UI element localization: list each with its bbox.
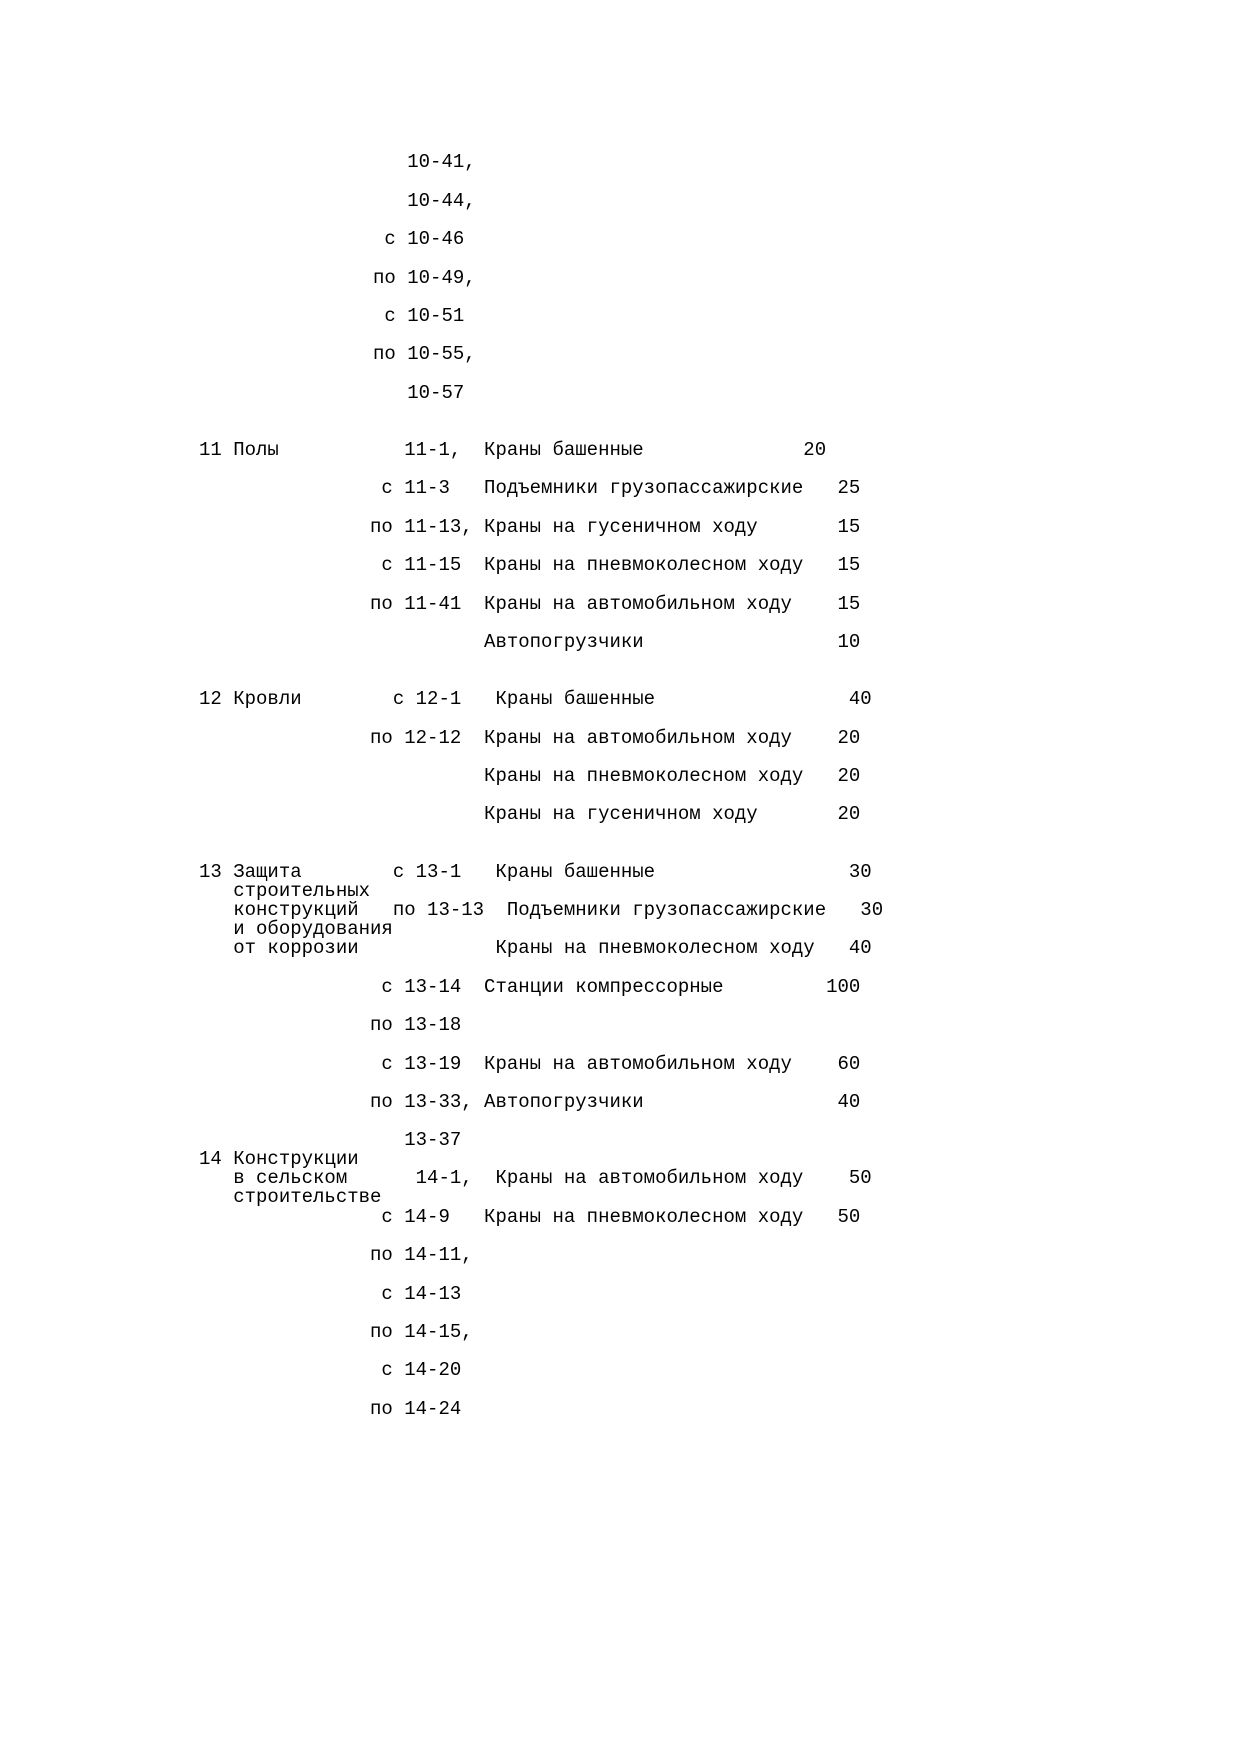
text-line: 14 Конструкции	[199, 1148, 359, 1170]
text-line: с 11-15 Краны на пневмоколесном ходу 15	[199, 554, 861, 576]
text-line: с 14-20	[199, 1359, 462, 1381]
text-line: с 13-14 Станции компрессорные 100	[199, 976, 861, 998]
text-line: 10-57	[202, 382, 465, 404]
text-line: строительных	[199, 880, 371, 902]
text-line: Краны на пневмоколесном ходу 20	[199, 765, 861, 787]
text-line: с 10-51	[202, 305, 465, 327]
text-line: с 13-19 Краны на автомобильном ходу 60	[199, 1053, 861, 1075]
text-line: по 14-11,	[199, 1244, 473, 1266]
text-line: по 10-49,	[202, 267, 476, 289]
text-line: с 11-3 Подъемники грузопассажирские 25	[199, 477, 861, 499]
text-line: 13-37	[199, 1129, 462, 1151]
text-line: по 14-24	[199, 1398, 462, 1420]
text-line: Краны на гусеничном ходу 20	[199, 803, 861, 825]
text-line: по 12-12 Краны на автомобильном ходу 20	[199, 727, 861, 749]
text-line: по 10-55,	[202, 343, 476, 365]
text-line: строительстве	[199, 1186, 382, 1208]
text-line: 11 Полы 11-1, Краны башенные 20	[199, 439, 827, 461]
text-line: с 10-46	[202, 228, 465, 250]
text-line: по 11-41 Краны на автомобильном ходу 15	[199, 593, 861, 615]
text-line: в сельском 14-1, Краны на автомобильном ходу 50	[199, 1167, 872, 1189]
text-line: 13 Защита с 13-1 Краны башенные 30	[199, 861, 872, 883]
text-line: с 14-9 Краны на пневмоколесном ходу 50	[199, 1206, 861, 1228]
text-line: и оборудования	[199, 918, 393, 940]
text-line: по 13-33, Автопогрузчики 40	[199, 1091, 861, 1113]
text-line: от коррозии Краны на пневмоколесном ходу 40	[199, 937, 872, 959]
text-line: 10-44,	[202, 190, 476, 212]
text-line: по 11-13, Краны на гусеничном ходу 15	[199, 516, 861, 538]
text-line: Автопогрузчики 10	[199, 631, 861, 653]
text-line: 12 Кровли с 12-1 Краны башенные 40	[199, 688, 872, 710]
text-line: по 13-18	[199, 1014, 462, 1036]
text-line: по 14-15,	[199, 1321, 473, 1343]
text-line: с 14-13	[199, 1283, 462, 1305]
text-line: 10-41,	[202, 151, 476, 173]
text-line: конструкций по 13-13 Подъемники грузопассажирские 30	[199, 899, 884, 921]
